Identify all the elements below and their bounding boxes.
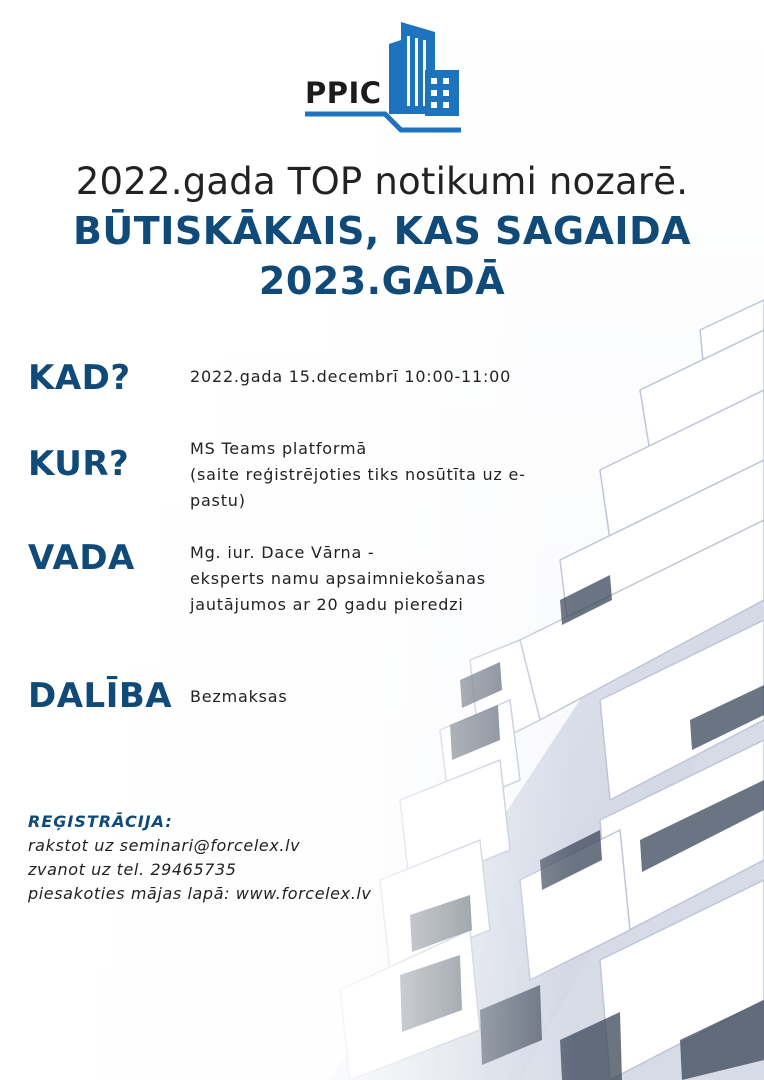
value-kur: MS Teams platformā (saite reģistrējoties tiks nosūtīta uz e-pastu) [190,439,526,510]
ppic-logo [305,18,465,134]
subhead-line-1: BŪTISKĀKAIS, KAS SAGAIDA [72,209,692,253]
registration-email: rakstot uz seminari@forcelex.lv [28,836,301,855]
value-kad: 2022.gada 15.decembrī 10:00-11:00 [190,367,512,386]
subhead [0,206,764,306]
label-vada: VADA [28,538,135,578]
logo-text: PPIC [305,76,382,110]
building-icon [305,18,465,134]
label-daliba: DALĪBA [28,676,173,716]
subhead-line-2: 2023.GADĀ [258,259,506,303]
headline: 2022.gada TOP notikumi nozarē. [75,160,689,203]
registration-website: piesakoties mājas lapā: www.forcelex.lv [28,884,372,903]
registration-title: REĢISTRĀCIJA: [28,812,173,831]
value-daliba: Bezmaksas [190,687,288,706]
label-kur: KUR? [28,444,130,484]
registration-phone: zvanot uz tel. 29465735 [28,860,237,879]
label-kad: KAD? [28,358,131,398]
value-vada: Mg. iur. Dace Vārna - eksperts namu apsaimniekošanas jautājumos ar 20 gadu pieredzi [190,543,486,614]
